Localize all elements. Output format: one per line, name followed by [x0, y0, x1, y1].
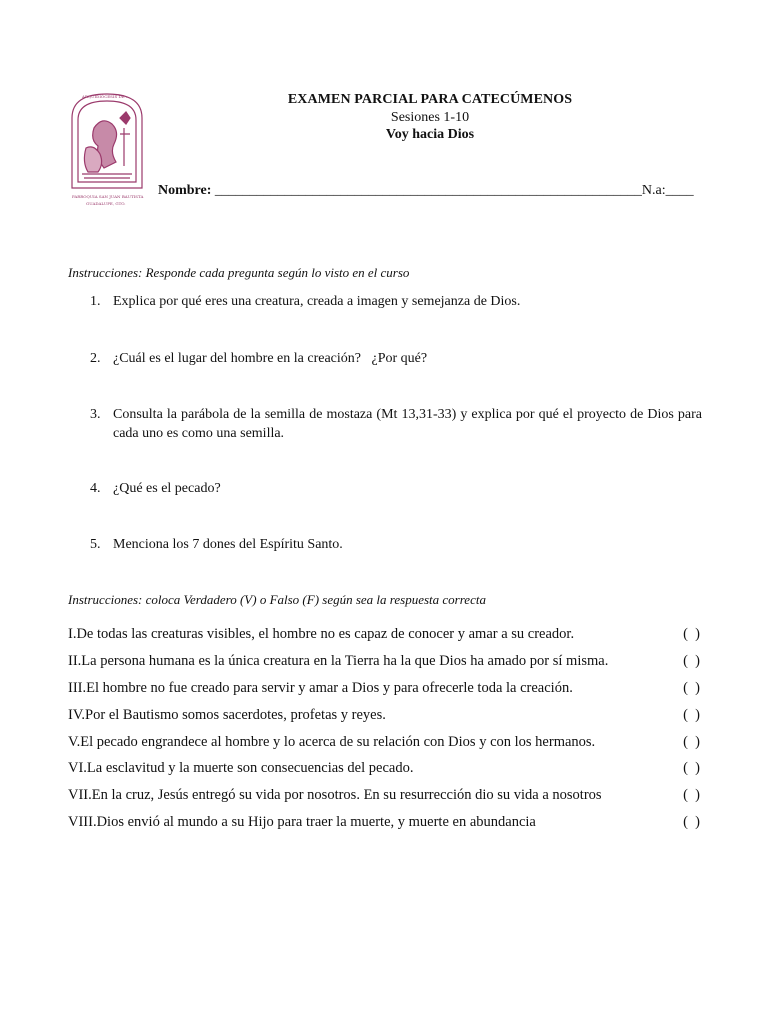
exam-title: EXAMEN PARCIAL PARA CATECÚMENOS [287, 92, 573, 107]
statement-text: VIII.Dios envió al mundo a su Hijo para traer la muerte, y muerte en abundancia [68, 814, 536, 830]
exam-topic: Voy hacia Dios [385, 127, 475, 142]
question-text: Consulta la parábola de la semilla de mostaza (Mt 13,31-33) y explica por qué el proyecto de Dios para cada uno es como una semilla. [113, 407, 702, 441]
answer-blank[interactable]: ( ) [683, 680, 700, 696]
answer-blank[interactable]: ( ) [683, 787, 700, 803]
question-text: ¿Cuál es el lugar del hombre en la creación? ¿Por qué? [113, 351, 428, 366]
svg-text:GUADALUPE, GTO.: GUADALUPE, GTO. [86, 201, 126, 206]
true-false-item [68, 653, 702, 673]
name-field-line [158, 183, 694, 199]
question-text: ¿Qué es el pecado? [113, 481, 221, 496]
statement-text: V.El pecado engrandece al hombre y lo acerca de su relación con Dios y con los hermanos. [68, 734, 596, 750]
statement-text: VI.La esclavitud y la muerte son consecuencias del pecado. [68, 760, 414, 776]
exam-sessions: Sesiones 1-10 [390, 110, 470, 125]
answer-blank[interactable]: ( ) [683, 814, 700, 830]
answer-blank[interactable]: ( ) [683, 734, 700, 750]
svg-text:ARQUIDIÓCESIS DE ...: ARQUIDIÓCESIS DE ... [82, 94, 130, 99]
question-4 [90, 479, 702, 498]
instructions-open-questions: Instrucciones: Responde cada pregunta según lo visto en el curso [68, 265, 410, 280]
question-text: Explica por qué eres una creatura, creada a imagen y semejanza de Dios. [113, 294, 521, 309]
answer-blank[interactable]: ( ) [683, 626, 700, 642]
instructions-true-false: Instrucciones: coloca Verdadero (V) o Falso (F) según sea la respuesta correcta [68, 592, 486, 607]
question-number: 2. [90, 351, 101, 366]
true-false-item [68, 787, 702, 807]
statement-text: I.De todas las creaturas visibles, el hombre no es capaz de conocer y amar a su creador. [68, 626, 575, 642]
question-5 [90, 535, 702, 554]
question-number: 4. [90, 481, 101, 496]
statement-text: II.La persona humana es la única creatura en la Tierra ha la que Dios ha amado por sí misma. [68, 653, 609, 669]
na-field: N.a:____ [641, 183, 694, 198]
question-number: 5. [90, 537, 101, 552]
question-text: Menciona los 7 dones del Espíritu Santo. [113, 537, 343, 552]
true-false-item [68, 814, 702, 834]
true-false-item [68, 707, 702, 727]
true-false-item [68, 760, 702, 780]
true-false-item [68, 680, 702, 700]
question-3 [90, 405, 702, 443]
statement-text: III.El hombre no fue creado para servir y amar a Dios y para ofrecerle toda la creación. [68, 680, 573, 696]
question-number: 1. [90, 294, 101, 309]
answer-blank[interactable]: ( ) [683, 653, 700, 669]
parish-seal-logo-icon [64, 88, 150, 216]
question-number: 3. [90, 407, 101, 422]
svg-text:PARROQUIA SAN JUAN BAUTISTA: PARROQUIA SAN JUAN BAUTISTA [72, 194, 144, 199]
true-false-item [68, 734, 702, 754]
statement-text: VII.En la cruz, Jesús entregó su vida por nosotros. En su resurrección dio su vida a nosotros [68, 787, 602, 803]
name-blank: _____________________________________________________________ [214, 183, 642, 198]
statement-text: IV.Por el Bautismo somos sacerdotes, profetas y reyes. [68, 707, 386, 723]
answer-blank[interactable]: ( ) [683, 760, 700, 776]
true-false-item [68, 626, 702, 646]
name-label: Nombre: [158, 183, 212, 198]
question-1 [90, 292, 702, 311]
question-2 [90, 349, 702, 368]
answer-blank[interactable]: ( ) [683, 707, 700, 723]
